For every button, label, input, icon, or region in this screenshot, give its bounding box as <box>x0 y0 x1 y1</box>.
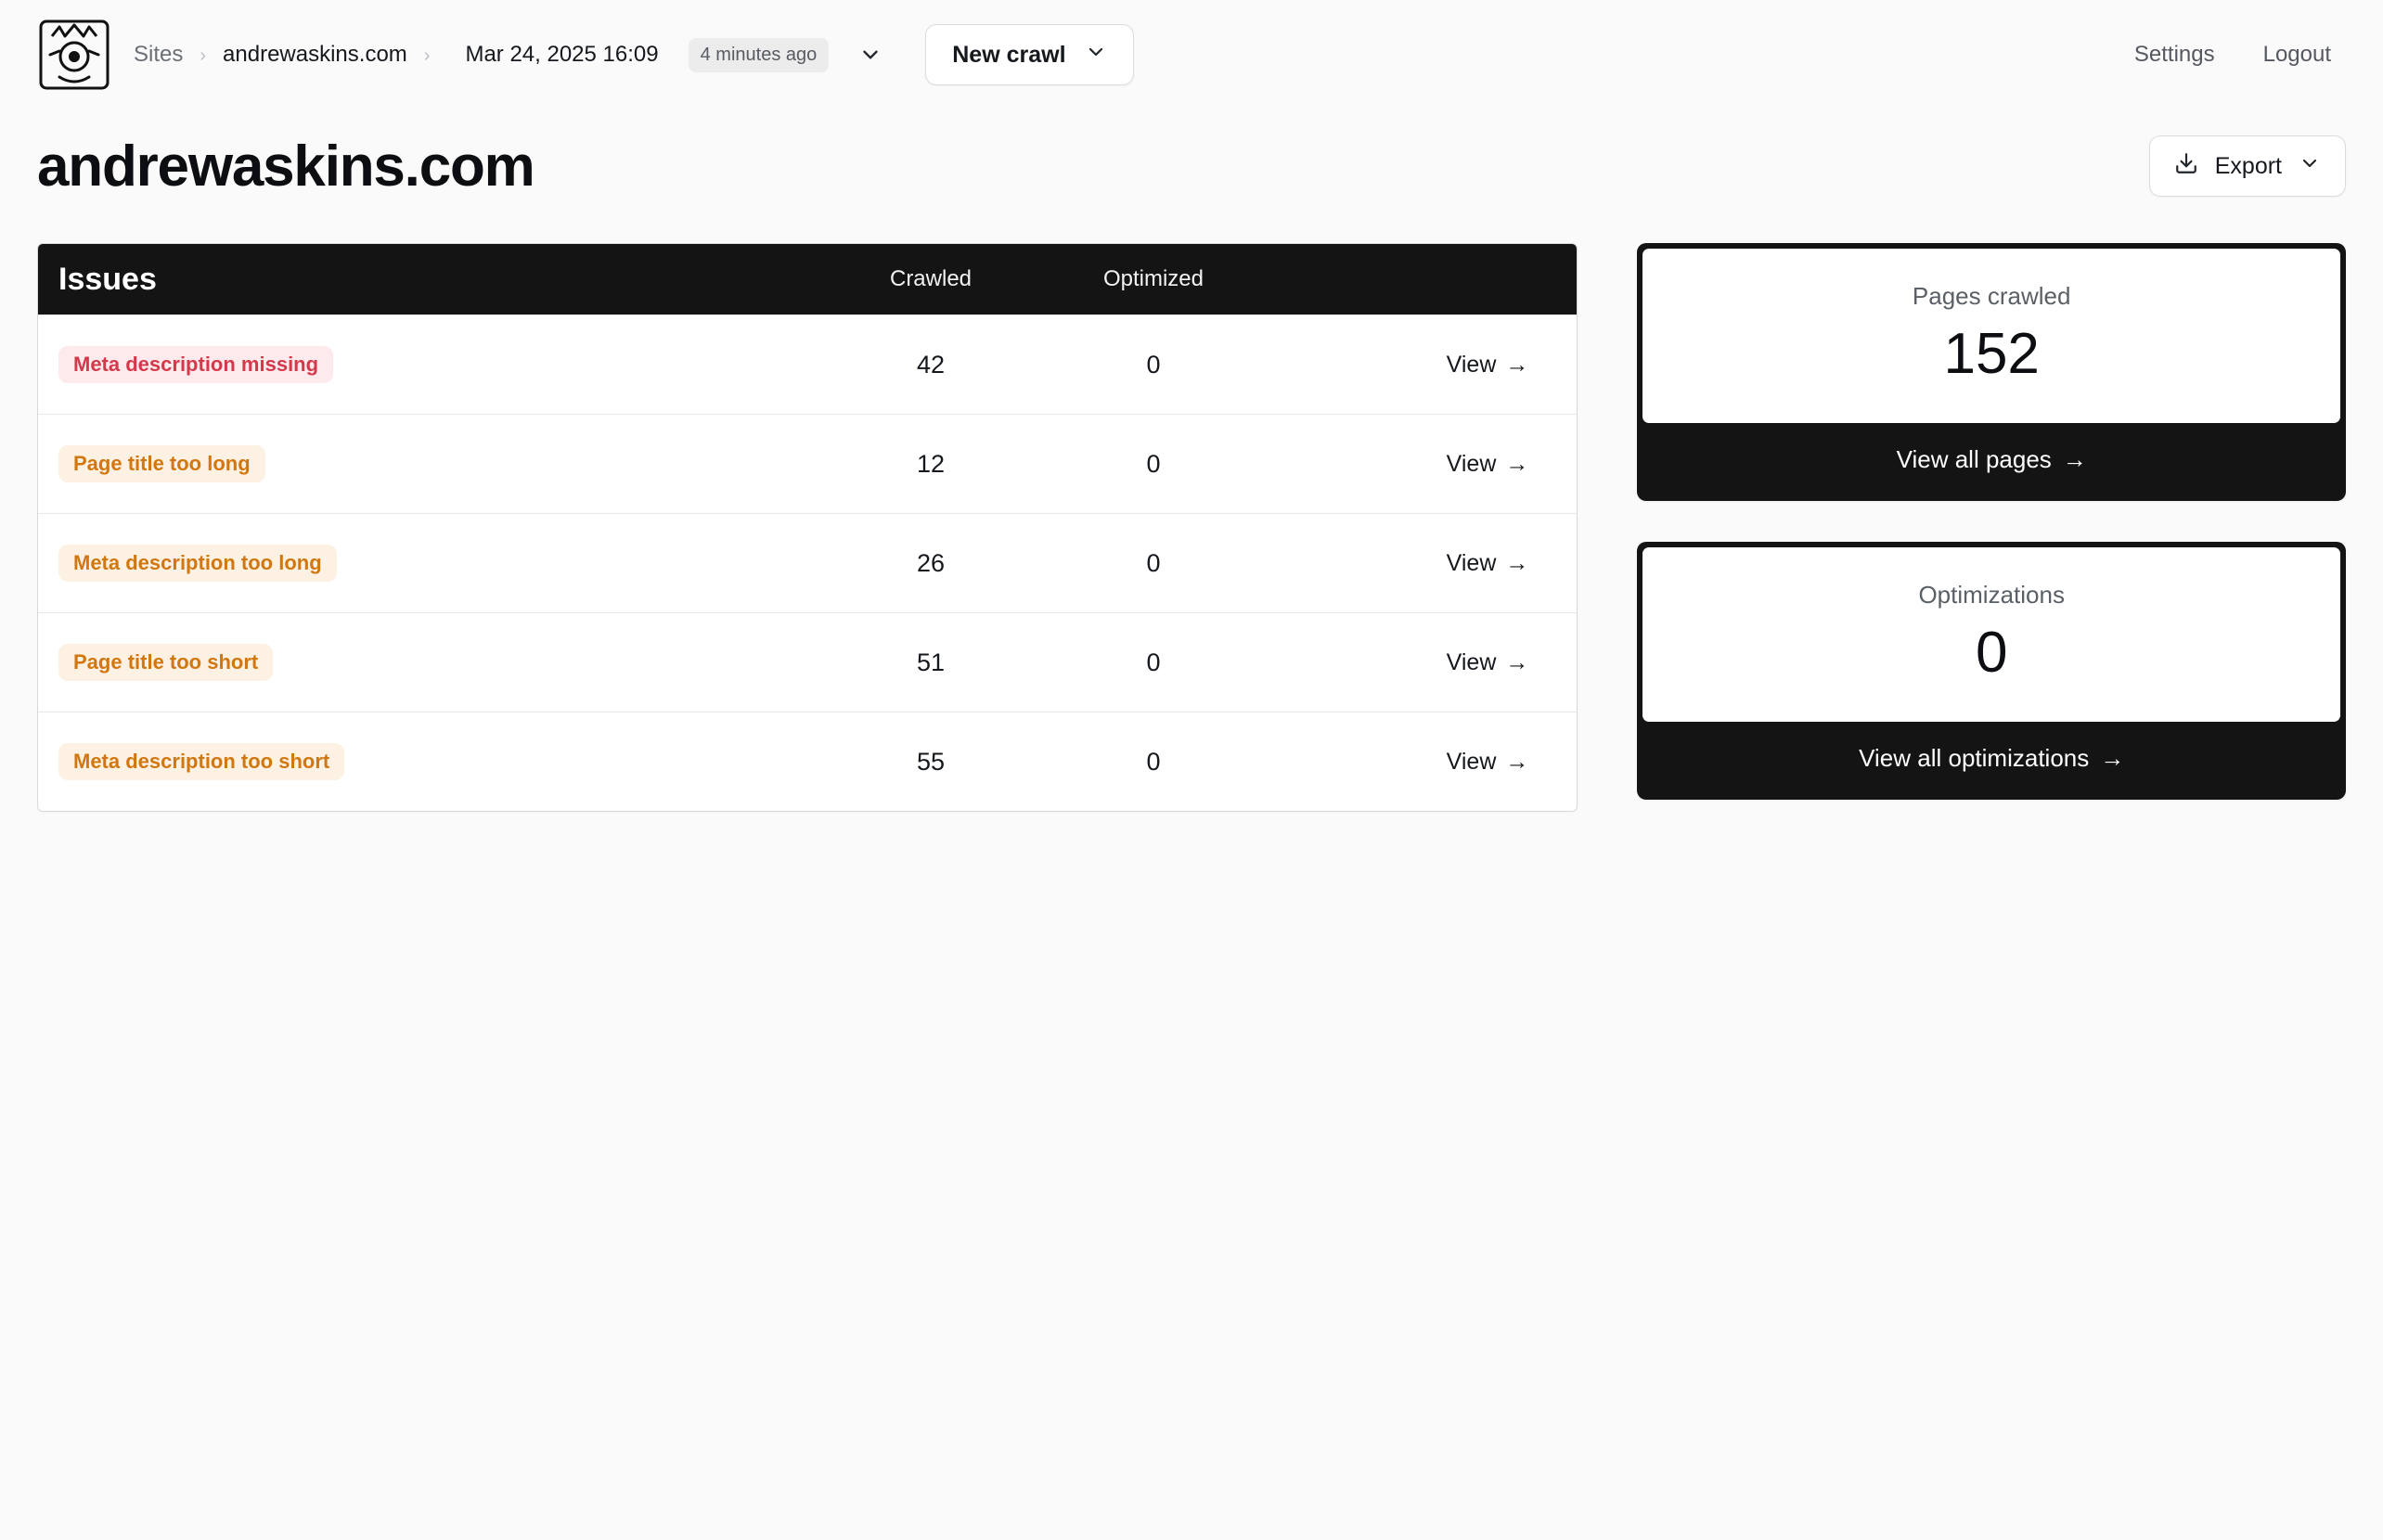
view-all-optimizations-label: View all optimizations <box>1859 743 2090 772</box>
view-all-optimizations-button[interactable] <box>1642 722 2340 794</box>
optimizations-value: 0 <box>1975 621 2008 686</box>
issues-table-card <box>37 243 1578 812</box>
status-badge: Meta description missing <box>58 346 333 383</box>
breadcrumb-site-link[interactable]: andrewaskins.com <box>223 42 407 67</box>
status-badge: Meta description too short <box>58 743 344 780</box>
issue-crawled-count: 55 <box>916 747 946 776</box>
table-row[interactable] <box>38 513 1577 612</box>
optimizations-body <box>1642 547 2340 722</box>
status-badge: Page title too long <box>58 445 265 482</box>
stats-sidebar <box>1637 243 2346 800</box>
table-row[interactable] <box>38 314 1577 414</box>
issue-crawled-count: 42 <box>916 350 946 379</box>
pages-crawled-label: Pages crawled <box>1912 282 2071 310</box>
issue-label-cell <box>58 743 819 780</box>
breadcrumb-sites-link[interactable]: Sites <box>134 42 184 67</box>
issue-label-cell <box>58 445 819 482</box>
top-right-links <box>2134 42 2346 68</box>
issue-label-cell <box>58 545 819 582</box>
new-crawl-chevron-down-icon <box>1085 41 1107 70</box>
issue-view-cell <box>1265 649 1556 676</box>
export-button[interactable] <box>2149 135 2346 197</box>
crawl-selector-chevron-down-icon[interactable] <box>858 43 882 67</box>
table-row[interactable] <box>38 612 1577 712</box>
issue-view-cell <box>1265 451 1556 478</box>
issue-crawled-count: 51 <box>916 648 946 676</box>
pages-crawled-card <box>1637 243 2346 501</box>
view-all-pages-button[interactable] <box>1642 423 2340 495</box>
issue-crawled-count: 12 <box>916 449 946 478</box>
optimizations-label: Optimizations <box>1918 581 2065 610</box>
issue-optimized-count: 0 <box>1146 449 1161 478</box>
pages-crawled-body <box>1642 249 2340 423</box>
breadcrumb-separator-icon-2: › <box>423 45 431 66</box>
logout-link[interactable]: Logout <box>2262 42 2331 67</box>
new-crawl-label: New crawl <box>952 41 1066 68</box>
main-content <box>0 208 2383 812</box>
settings-link[interactable]: Settings <box>2133 42 2215 67</box>
page-title-row <box>0 124 2383 208</box>
issue-view-link[interactable]: View → <box>1446 748 1529 775</box>
issue-optimized-count: 0 <box>1146 648 1161 676</box>
crawl-date-label: Mar 24, 2025 16:09 <box>465 42 659 67</box>
crawl-time-ago-badge: 4 minutes ago <box>689 38 830 72</box>
issues-title: Issues <box>58 261 157 297</box>
pages-crawled-value: 152 <box>1943 322 2040 386</box>
page-title: andrewaskins.com <box>37 134 535 199</box>
issue-optimized-count: 0 <box>1146 747 1161 776</box>
issue-view-cell <box>1265 749 1556 776</box>
breadcrumb-separator-icon: › <box>200 45 207 66</box>
issue-view-link[interactable]: View → <box>1446 450 1529 477</box>
column-header-optimized: Optimized <box>1102 266 1204 291</box>
status-badge: Meta description too long <box>58 545 337 582</box>
table-row[interactable] <box>38 712 1577 811</box>
issues-table-header <box>38 244 1577 314</box>
download-icon <box>2174 151 2198 182</box>
top-navigation-bar <box>0 0 2383 109</box>
breadcrumb <box>134 38 882 72</box>
issue-view-link[interactable]: View → <box>1446 351 1529 378</box>
issue-view-cell <box>1265 352 1556 379</box>
export-label: Export <box>2214 152 2282 179</box>
issue-optimized-count: 0 <box>1146 350 1161 379</box>
column-header-crawled: Crawled <box>889 266 973 291</box>
issue-view-cell <box>1265 550 1556 577</box>
arrow-right-icon: → <box>2100 743 2125 772</box>
optimizations-card <box>1637 542 2346 800</box>
monster-logo-icon[interactable] <box>37 18 111 92</box>
new-crawl-button[interactable] <box>925 24 1133 85</box>
issue-optimized-count: 0 <box>1146 548 1161 577</box>
table-row[interactable] <box>38 414 1577 513</box>
issue-label-cell <box>58 644 819 681</box>
issue-label-cell <box>58 346 819 383</box>
view-all-pages-label: View all pages <box>1896 444 2052 473</box>
status-badge: Page title too short <box>58 644 273 681</box>
export-chevron-down-icon <box>2299 152 2321 181</box>
issue-crawled-count: 26 <box>916 548 946 577</box>
issue-view-link[interactable]: View → <box>1446 549 1529 576</box>
arrow-right-icon: → <box>2062 444 2087 473</box>
issue-view-link[interactable]: View → <box>1446 648 1529 675</box>
